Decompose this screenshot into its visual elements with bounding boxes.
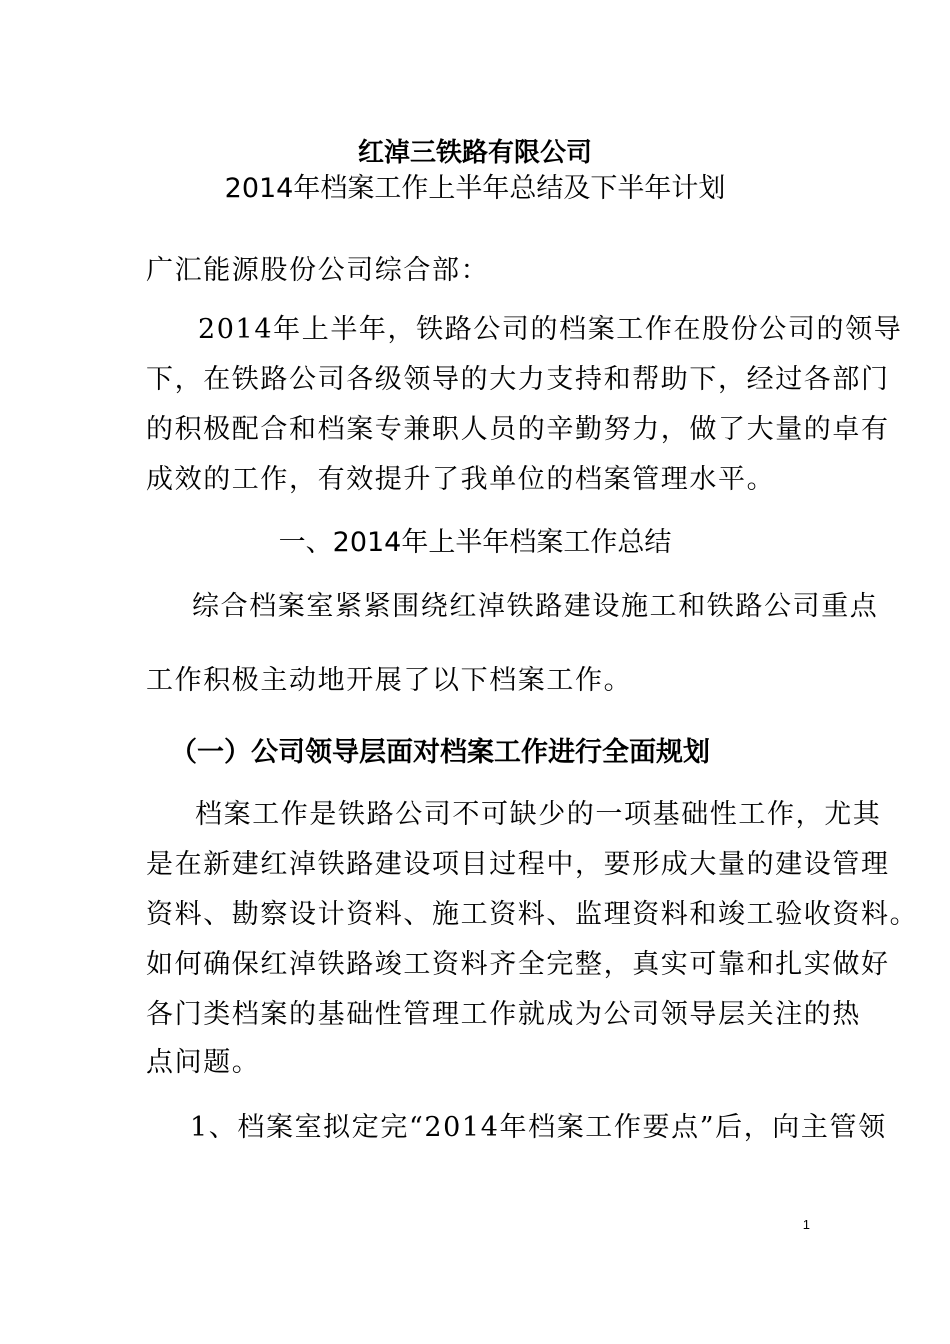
- section1-line-2: 工作积极主动地开展了以下档案工作。: [146, 665, 633, 696]
- subsection1-line-1: 档案工作是铁路公司不可缺少的一项基础性工作，尤其: [195, 799, 882, 830]
- company-title: 红淖三铁路有限公司: [357, 138, 592, 168]
- document-title: 2014年档案工作上半年总结及下半年计划: [224, 173, 726, 204]
- addressee: 广汇能源股份公司综合部：: [146, 255, 490, 286]
- subsection-heading-1: （一）公司领导层面对档案工作进行全面规划: [170, 737, 710, 768]
- subsection1-line-6: 点问题。: [146, 1047, 261, 1078]
- section-heading-1: 一、2014年上半年档案工作总结: [278, 527, 672, 558]
- subsection1-line-4: 如何确保红淖铁路竣工资料齐全完整，真实可靠和扎实做好: [146, 949, 890, 980]
- intro-line-2: 下，在铁路公司各级领导的大力支持和帮助下，经过各部门: [146, 364, 890, 395]
- item-1-line: 1、档案室拟定完“2014年档案工作要点”后，向主管领: [190, 1112, 887, 1143]
- subsection1-line-3: 资料、勘察设计资料、施工资料、监理资料和竣工验收资料。: [146, 899, 919, 930]
- intro-line-4: 成效的工作，有效提升了我单位的档案管理水平。: [146, 464, 776, 495]
- subsection1-line-2: 是在新建红淖铁路建设项目过程中，要形成大量的建设管理: [146, 849, 890, 880]
- section1-line-1: 综合档案室紧紧围绕红淖铁路建设施工和铁路公司重点: [192, 591, 879, 622]
- page-number: 1: [802, 1217, 810, 1232]
- intro-line-3: 的积极配合和档案专兼职人员的辛勤努力，做了大量的卓有: [146, 414, 890, 445]
- intro-line-1: 2014年上半年，铁路公司的档案工作在股份公司的领导: [198, 314, 903, 345]
- subsection1-line-5: 各门类档案的基础性管理工作就成为公司领导层关注的热: [146, 999, 861, 1030]
